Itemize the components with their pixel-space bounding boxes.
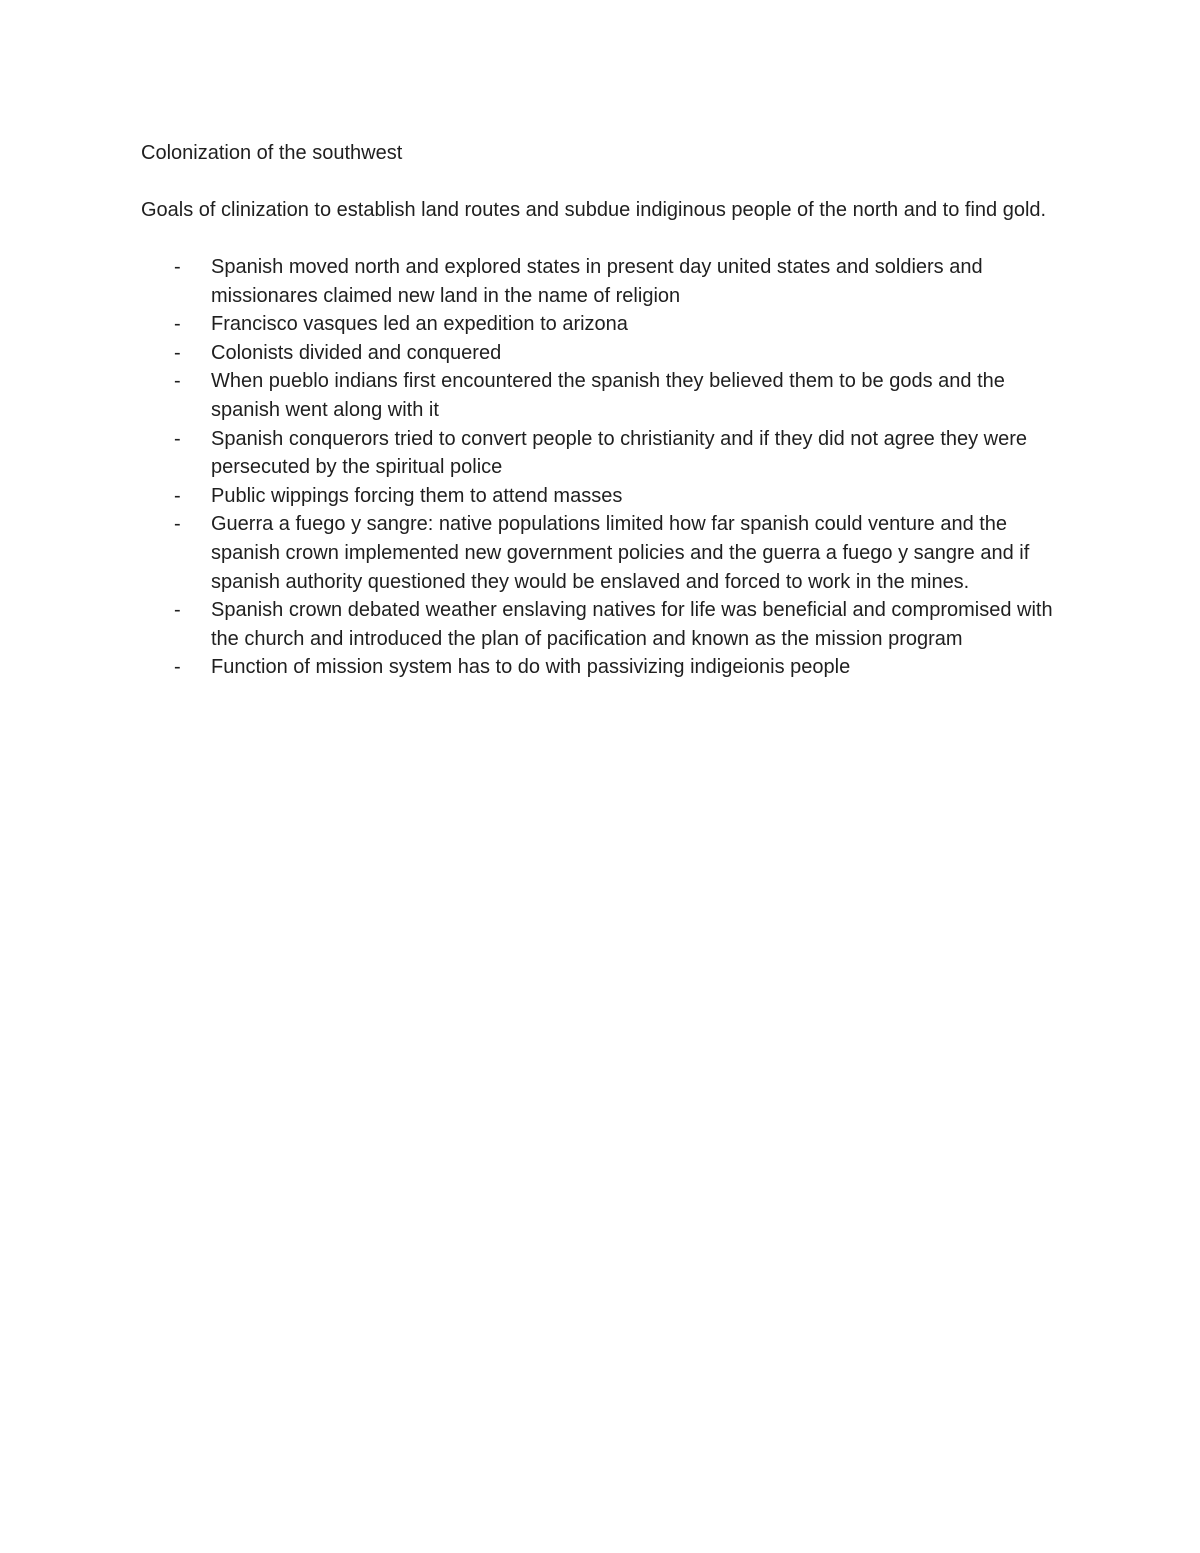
- list-item: [141, 653, 1061, 682]
- bullet-list: [141, 253, 1061, 682]
- list-item: [141, 310, 1061, 339]
- list-item-text: When pueblo indians first encountered the spanish they believed them to be gods and the spanish went along with it: [211, 370, 1005, 421]
- list-item: [141, 425, 1061, 482]
- bullet-dash: -: [174, 370, 181, 393]
- list-item: [141, 510, 1061, 596]
- list-item-text: Function of mission system has to do with passivizing indigeionis people: [211, 656, 851, 679]
- list-item-text: Francisco vasques led an expedition to arizona: [211, 313, 628, 336]
- bullet-dash: -: [174, 341, 181, 364]
- document-title: Colonization of the southwest: [141, 142, 403, 164]
- bullet-dash: -: [174, 484, 181, 507]
- list-item-text: Spanish crown debated weather enslaving natives for life was beneficial and compromised with the church and introduced the plan of pacification and known as the mission program: [211, 599, 1053, 650]
- bullet-dash: -: [174, 313, 181, 336]
- list-item: [141, 253, 1061, 310]
- list-item: [141, 482, 1061, 511]
- list-item: [141, 367, 1061, 424]
- bullet-dash: -: [174, 599, 181, 622]
- list-item: [141, 596, 1061, 653]
- bullet-dash: -: [174, 256, 181, 278]
- bullet-dash: -: [174, 513, 181, 536]
- list-item-text: Spanish conquerors tried to convert people to christianity and if they did not agree they were persecuted by the spiritual police: [211, 427, 1028, 479]
- list-item-text: Spanish moved north and explored states in present day united states and soldiers and missionares claimed new land in the name of religion: [211, 256, 983, 307]
- bullet-dash: -: [174, 427, 181, 450]
- bullet-dash: -: [174, 656, 181, 679]
- list-item-text: Public wippings forcing them to attend masses: [211, 484, 623, 507]
- list-item-text: Guerra a fuego y sangre: native populations limited how far spanish could venture and the spanish crown implemented new government policies and the guerra a fuego y sangre and if spanish authority questioned they would be enslaved and forced to work in the mines.: [211, 513, 1030, 593]
- list-item-text: Colonists divided and conquered: [211, 341, 502, 364]
- list-item: [141, 339, 1061, 368]
- intro-paragraph: Goals of clinization to establish land routes and subdue indiginous people of the north and to find gold.: [141, 199, 1047, 221]
